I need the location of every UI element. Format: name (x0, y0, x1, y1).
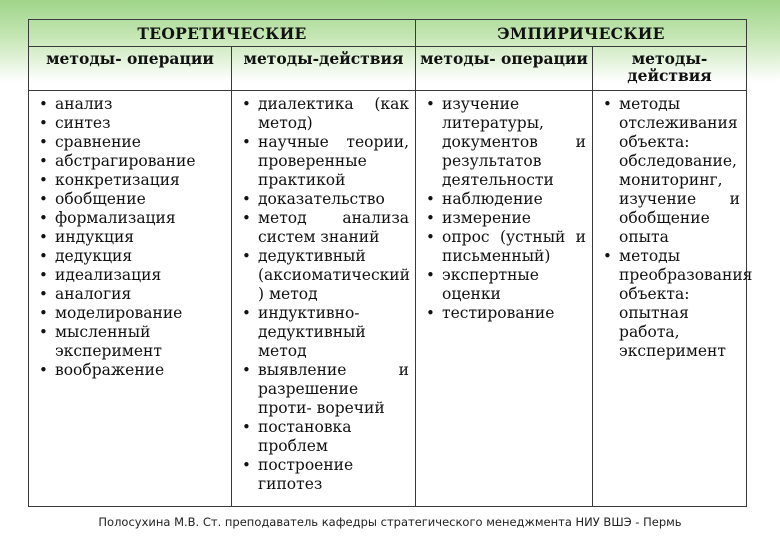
method-item: • методы отслеживания объекта: обследование, мониторинг, изучение и обобщение опыта (599, 95, 740, 247)
method-item: • диалектика (как метод) (238, 95, 409, 133)
column-theoretical-actions (232, 91, 416, 507)
method-item: • идеализация (35, 266, 225, 285)
method-list (238, 95, 409, 494)
method-item: • постановка проблем (238, 418, 409, 456)
method-item: • наблюдение (422, 190, 586, 209)
method-item: • методы преобразования объекта: опытная работа, эксперимент (599, 247, 740, 361)
method-item: • анализ (35, 95, 225, 114)
method-item: • выявление и разрешение проти- воречий (238, 361, 409, 418)
method-item: • индукция (35, 228, 225, 247)
methods-table (28, 19, 753, 507)
column-empirical-actions (593, 91, 753, 507)
method-item: • воображение (35, 361, 225, 380)
method-item: • измерение (422, 209, 586, 228)
method-item: • метод анализа систем знаний (238, 209, 409, 247)
method-item: • экспертные оценки (422, 266, 586, 304)
subheader-empirical-operations: методы- операции (416, 47, 593, 91)
method-list (599, 95, 753, 361)
method-item: • моделирование (35, 304, 225, 323)
method-item: • конкретизация (35, 171, 225, 190)
column-theoretical-operations (29, 91, 232, 507)
method-item: • синтез (35, 114, 225, 133)
method-item: • дедукция (35, 247, 225, 266)
method-list (35, 95, 225, 380)
subheader-empirical-actions: методы- действия (593, 47, 747, 91)
subheader-theoretical-operations: методы- операции (29, 47, 232, 91)
subheader-theoretical-actions: методы-действия (232, 47, 416, 91)
method-item: • обобщение (35, 190, 225, 209)
method-item: • научные теории, проверенные практикой (238, 133, 409, 190)
method-item: • индуктивно-дедуктивный метод (238, 304, 409, 361)
method-item: • абстрагирование (35, 152, 225, 171)
method-item: • изучение литературы, документов и результатов деятельности (422, 95, 586, 190)
group-header-theoretical: ТЕОРЕТИЧЕСКИЕ (29, 20, 416, 47)
method-item: • дедуктивный (аксиоматический ) метод (238, 247, 409, 304)
method-item: • формализация (35, 209, 225, 228)
method-item: • тестирование (422, 304, 586, 323)
method-item: • аналогия (35, 285, 225, 304)
method-item: • построение гипотез (238, 456, 409, 494)
method-item: • мысленный эксперимент (35, 323, 225, 361)
footer-author: Полосухина М.В. Ст. преподаватель кафедры стратегического менеджмента НИУ ВШЭ - Пермь (98, 515, 682, 529)
method-list (422, 95, 586, 323)
method-item: • опрос (устный и письменный) (422, 228, 586, 266)
group-header-empirical: ЭМПИРИЧЕСКИЕ (416, 20, 747, 47)
column-empirical-operations (416, 91, 593, 507)
method-item: • сравнение (35, 133, 225, 152)
method-item: • доказательство (238, 190, 409, 209)
